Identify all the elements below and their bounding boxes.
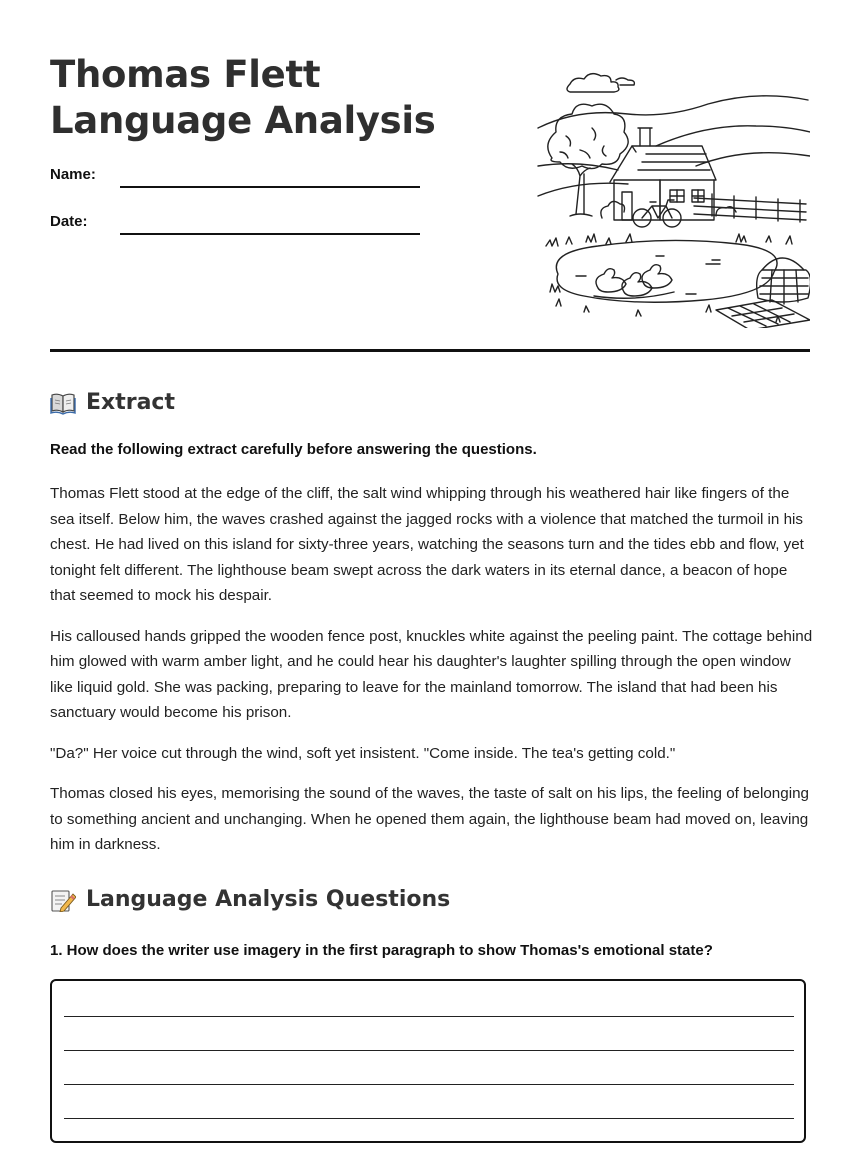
extract-instruction: Read the following extract carefully before answering the questions.: [50, 441, 537, 458]
extract-paragraph: "Da?" Her voice cut through the wind, soft yet insistent. "Come inside. The tea's getting cold.": [50, 744, 676, 762]
page-title: Thomas Flett Language Analysis: [50, 53, 436, 142]
answer-line[interactable]: [64, 1050, 794, 1051]
open-book-icon: [50, 391, 76, 415]
date-label: Date:: [50, 213, 88, 230]
countryside-cottage-illustration: [536, 66, 810, 328]
extract-paragraph: Thomas Flett stood at the edge of the cliff, the salt wind whipping through his weathered hair like fingers of the sea itself. Below him, the waves crashed against the jagged rocks with a violence that matched the turmoil in his chest. He had lived on this island for sixty-three years, watching the seasons turn and the tides ebb and flow, yet tonight felt different. The lighthouse beam swept across the dark waters in its eternal dance, a beacon of hope that seemed to mock his despair.: [50, 485, 804, 604]
name-label: Name:: [50, 166, 96, 183]
extract-paragraph: Thomas closed his eyes, memorising the sound of the waves, the taste of salt on his lips, the feeling of belonging to something ancient and unchanging. When he opened them again, the lighthouse beam had moved on, leaving him in darkness.: [50, 785, 809, 853]
answer-line[interactable]: [64, 1118, 794, 1119]
name-field[interactable]: [120, 186, 420, 188]
answer-line[interactable]: [64, 1016, 794, 1017]
answer-box-1[interactable]: [50, 979, 806, 1143]
extract-text: [50, 481, 815, 873]
extract-heading-text: Extract: [86, 390, 175, 415]
answer-line[interactable]: [64, 1084, 794, 1085]
date-field[interactable]: [120, 233, 420, 235]
extract-heading: [50, 390, 175, 415]
memo-pencil-icon: [50, 888, 76, 912]
questions-heading: [50, 887, 450, 912]
question-1: 1. How does the writer use imagery in the first paragraph to show Thomas's emotional state?: [50, 942, 713, 959]
questions-heading-text: Language Analysis Questions: [86, 887, 451, 912]
header-divider: [50, 349, 810, 352]
extract-paragraph: His calloused hands gripped the wooden fence post, knuckles white against the peeling paint. The cottage behind him glowed with warm amber light, and he could hear his daughter's laughter spilling through the open window like liquid gold. She was packing, preparing to leave for the mainland tomorrow. The island that had been his sanctuary would become his prison.: [50, 627, 813, 721]
